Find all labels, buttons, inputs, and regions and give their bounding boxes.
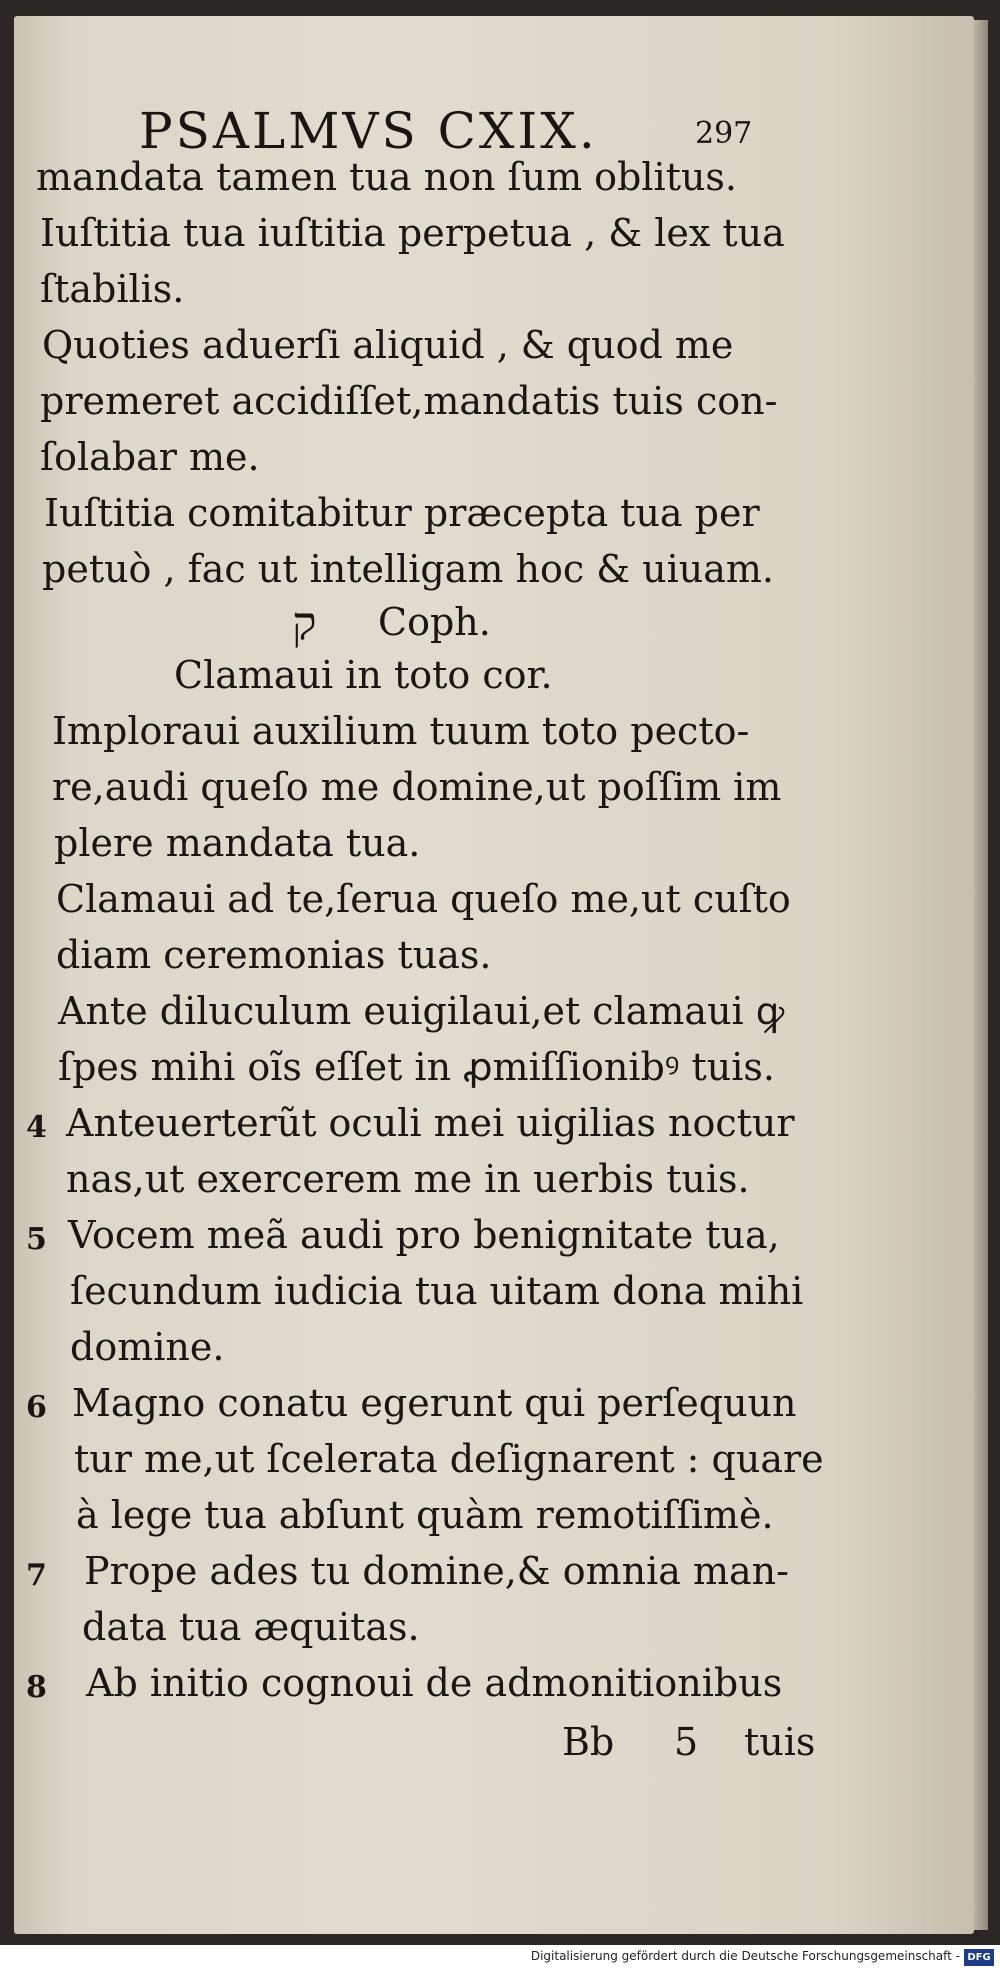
footer-credit: Digitalisierung gefördert durch die Deutsche Forschungsgemeinschaft - (530, 1949, 960, 1963)
text-line: Imploraui auxilium tuum toto pecto- (52, 709, 750, 753)
folio-number: 297 (695, 116, 753, 151)
text-line: plere mandata tua. (54, 821, 421, 865)
verse-incipit: Clamaui in toto cor. (174, 653, 553, 697)
text-block (14, 16, 974, 1934)
text-line: data tua æquitas. (82, 1605, 420, 1649)
margin-verse-number: 6 (26, 1390, 47, 1425)
text-line: Quoties aduerſi aliquid , & quod me (42, 323, 734, 367)
text-line: premeret accidiſſet,mandatis tuis con- (40, 379, 778, 423)
margin-verse-number: 7 (26, 1558, 47, 1593)
text-line: ſtabilis. (40, 267, 185, 311)
text-line: tur me,ut ſcelerata deſignarent : quare (74, 1437, 824, 1481)
margin-verse-number: 8 (26, 1670, 47, 1705)
section-heading: Coph. (378, 600, 491, 644)
margin-verse-number: 4 (26, 1110, 47, 1145)
dfg-logo-icon: DFG (964, 1949, 994, 1966)
text-line: petuò , fac ut intelligam hoc & uiuam. (42, 547, 775, 591)
text-line: ſolabar me. (40, 435, 260, 479)
text-line: mandata tamen tua non ſum oblitus. (36, 155, 738, 199)
catchword: tuis (744, 1720, 816, 1764)
text-line: Iuſtitia comitabitur præcepta tua per (44, 491, 760, 535)
text-line: Magno conatu egerunt qui perſequun (72, 1381, 797, 1425)
running-title: PSALMVS CXIX. (139, 102, 598, 160)
text-line: ſpes mihi oĩs eſſet in ꝓmiſſionibꝰ tuis. (58, 1045, 775, 1089)
text-line: diam ceremonias tuas. (56, 933, 492, 977)
signature-number: 5 (674, 1720, 699, 1764)
footer-bar (0, 1945, 1000, 1971)
text-line: nas,ut exercerem me in uerbis tuis. (66, 1157, 750, 1201)
margin-verse-number: 5 (26, 1222, 47, 1257)
text-line: Vocem meã audi pro benignitate tua, (68, 1213, 780, 1257)
page-edge (974, 20, 988, 1930)
text-line: Iuſtitia tua iuſtitia perpetua , & lex tua (40, 211, 785, 255)
book-page (14, 16, 974, 1934)
text-line: Ante diluculum euigilaui,et clamaui ꝙ (58, 989, 785, 1033)
hebrew-letter-qoph: ק (292, 596, 317, 650)
text-line: domine. (70, 1325, 225, 1369)
text-line: Anteuerterũt oculi mei uigilias noctur (66, 1101, 795, 1145)
text-line: ſecundum iudicia tua uitam dona mihi (70, 1269, 804, 1313)
text-line: re,audi queſo me domine,ut poſſim im (52, 765, 782, 809)
signature-mark: Bb (562, 1720, 615, 1764)
text-line: à lege tua abſunt quàm remotiſſimè. (76, 1493, 774, 1537)
text-line: Clamaui ad te,ſerua queſo me,ut cuſto (56, 877, 791, 921)
text-line: Ab initio cognoui de admonitionibus (86, 1661, 783, 1705)
text-line: Prope ades tu domine,& omnia man- (84, 1549, 789, 1593)
